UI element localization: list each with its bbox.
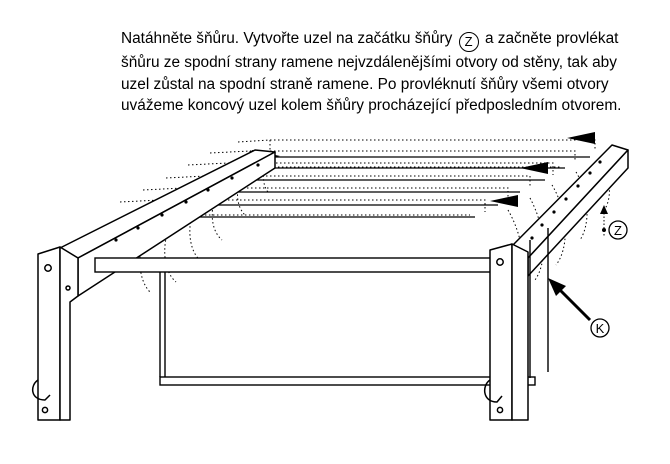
arrow-left-2	[520, 162, 548, 174]
right-wall-bracket	[485, 244, 528, 420]
z-marker	[600, 205, 627, 239]
left-arm	[60, 150, 275, 296]
instruction-part-2: a začněte provlékat šňůru ze spodní strany ramene nejvzdálenějšími otvory od stěny, tak aby uzel zůstal na spodní straně ramene. Po provléknutí šňůry všemi otvory uvážeme koncový uzel kolem šňůry procházející předposledním otvorem.	[121, 30, 622, 115]
z-symbol-icon: Z	[459, 32, 479, 52]
instruction-part-1: Natáhněte šňůru. Vytvořte uzel na začátku šňůry	[121, 30, 453, 47]
arrow-left-1	[567, 132, 595, 144]
k-pointer	[548, 278, 609, 337]
lower-frame	[95, 228, 548, 385]
left-wall-bracket	[33, 247, 78, 420]
k-label: K	[595, 321, 605, 336]
z-label: Z	[614, 223, 622, 238]
